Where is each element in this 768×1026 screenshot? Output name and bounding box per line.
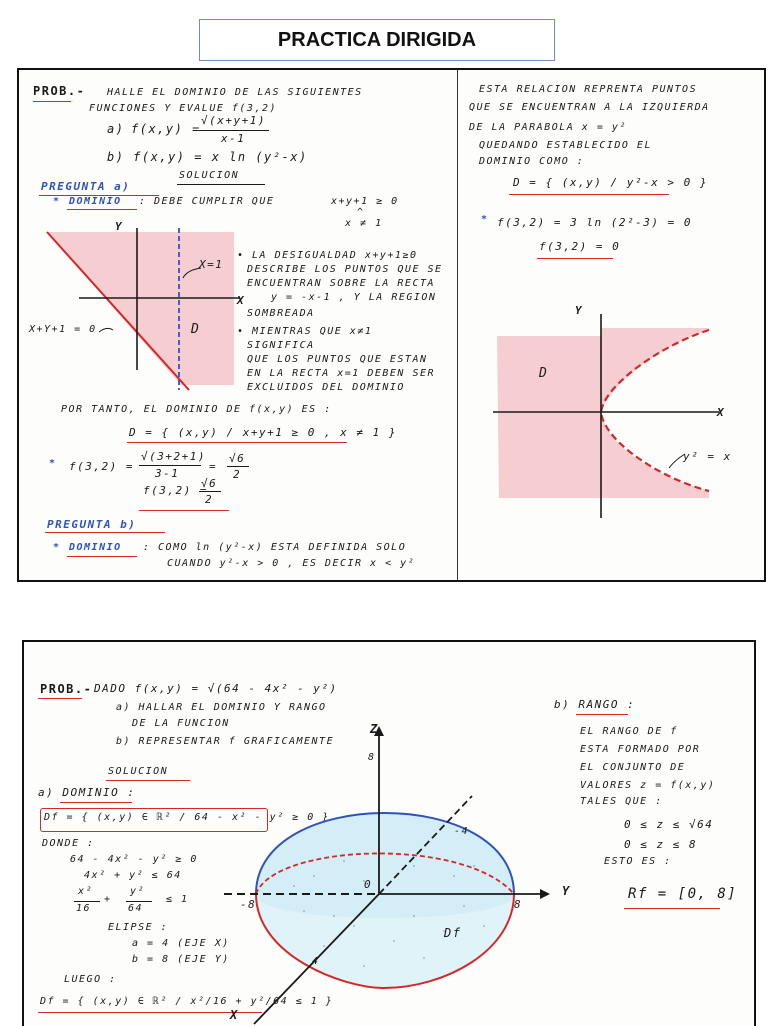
range-ineq-2: 0 ≤ z ≤ 8	[624, 838, 698, 851]
graph2-x-axis-label: X	[717, 406, 726, 419]
graph1-x-axis-label: X	[237, 294, 246, 307]
domain-b-set: D = { (x,y) / y²-x > 0 }	[513, 176, 708, 189]
prob2-item-a1: a) HALLAR EL DOMINIO Y RANGO	[116, 702, 327, 713]
ellipse-den-2: 64	[128, 903, 144, 914]
ineq-2: 4x² + y² ≤ 64	[84, 870, 182, 881]
line-label-arrow	[99, 328, 113, 332]
graph2-curve-label: y² = x	[683, 450, 732, 463]
note-line-3: ENCUENTRAN SOBRE LA RECTA	[247, 278, 436, 289]
prob2-item-b: b) REPRESENTAR f GRAFICAMENTE	[116, 736, 335, 747]
title-box	[199, 19, 555, 61]
semi-a: a = 4 (EJE X)	[132, 938, 230, 949]
rango-line-3: EL CONJUNTO DE	[580, 762, 686, 773]
domain-b-underline	[509, 194, 669, 195]
eval-a-denominator: 3-1	[155, 467, 180, 480]
note-line-8: QUE LOS PUNTOS QUE ESTAN	[247, 354, 428, 365]
shaded-region-a	[47, 232, 234, 385]
dominio-a-star-icon: *	[53, 196, 61, 207]
semi-b: b = 8 (EJE Y)	[132, 954, 230, 965]
solucion2-underline	[106, 780, 190, 781]
dominio2-label: a) DOMINIO :	[38, 786, 136, 799]
graph-hemisphere	[214, 726, 574, 1026]
prob2-label: PROB.-	[40, 682, 93, 696]
pregunta-b-heading: PREGUNTA b)	[47, 518, 137, 531]
eval-a-star-icon: *	[49, 458, 57, 469]
domain2-final: Df = { (x,y) ∈ ℝ² / x²/16 + y²/64 ≤ 1 }	[40, 996, 334, 1007]
ellipse-bar-1	[74, 901, 100, 902]
column-divider	[457, 70, 458, 580]
graph1-x1-label: X=1	[199, 258, 224, 271]
right-line-1: ESTA RELACION REPRENTA PUNTOS	[479, 84, 698, 95]
rango-label: b) RANGO :	[554, 698, 636, 711]
dominio-a-text: : DEBE CUMPLIR QUE	[139, 196, 275, 207]
item-a-denominator: x-1	[221, 132, 246, 145]
eval-a-final-num: √6	[201, 477, 218, 490]
item-a-lhs: f(x,y) =	[131, 122, 201, 136]
eval-a-final-lhs: f(3,2) =	[143, 484, 208, 497]
graph-x-neg-tick: -4	[454, 826, 470, 837]
item-a-numerator: √(x+y+1)	[201, 114, 266, 127]
range-set-underline	[624, 908, 720, 909]
pregunta-a-heading: PREGUNTA a)	[41, 180, 131, 193]
condition-2: x ≠ 1	[345, 218, 383, 229]
rango-line-5: TALES QUE :	[580, 796, 663, 807]
eval-a-final-bar	[199, 491, 221, 492]
eval-a-equals: =	[209, 460, 218, 473]
prob2-line-1: DADO f(x,y) = √(64 - 4x² - y²)	[94, 682, 338, 695]
luego-label: LUEGO :	[64, 974, 117, 985]
domain-a-underline	[127, 442, 347, 443]
graph1-line-label: X+Y+1 = 0	[29, 324, 97, 335]
rango-line-2: ESTA FORMADO POR	[580, 744, 701, 755]
condition-hat: ^	[357, 207, 365, 218]
note-line-2: DESCRIBE LOS PUNTOS QUE SE	[247, 264, 443, 275]
graph-y-pos-tick: 8	[514, 898, 523, 911]
item-a-prefix: a)	[107, 122, 125, 136]
rango-line-1: EL RANGO DE f	[580, 726, 678, 737]
note-line-5: SOMBREADA	[247, 308, 315, 319]
eval-a-result-num: √6	[229, 452, 246, 465]
dominio2-underline	[60, 802, 132, 803]
eval-a-result-den: 2	[233, 468, 242, 481]
elipse-label: ELIPSE :	[108, 922, 169, 933]
solucion2-heading: SOLUCION	[108, 766, 169, 777]
prob-line-1: HALLE EL DOMINIO DE LAS SIGUIENTES	[107, 87, 363, 98]
dominio-b-label: DOMINIO	[69, 542, 122, 553]
base-fill	[256, 873, 514, 988]
pregunta-b-underline	[45, 532, 165, 533]
dominio-b-star-icon: *	[53, 542, 61, 553]
ellipse-plus: +	[104, 894, 112, 905]
right-line-3: DE LA PARABOLA x = y²	[469, 122, 627, 133]
item-b: b) f(x,y) = x ln (y²-x)	[107, 150, 308, 164]
graph-domain-label: Df	[444, 926, 462, 940]
eval-a-result-bar	[227, 466, 249, 467]
eval-b-underline	[537, 258, 613, 259]
prob-underline	[33, 101, 71, 102]
ellipse-bar-2	[126, 901, 152, 902]
eval-b-line-1: f(3,2) = 3 ln (2²-3) = 0	[497, 216, 692, 229]
ineq-1: 64 - 4x² - y² ≥ 0	[70, 854, 198, 865]
graph-domain-b	[489, 306, 739, 526]
note-line-9: EN LA RECTA x=1 DEBEN SER	[247, 368, 436, 379]
dominio-a-label: DOMINIO	[69, 196, 122, 207]
y-axis-arrowhead	[540, 889, 550, 899]
graph-y-axis-label: Y	[562, 884, 571, 898]
dominio-b-line-2: CUANDO y²-x > 0 , ES DECIR x < y²	[167, 558, 416, 569]
range-ineq-1: 0 ≤ z ≤ √64	[624, 818, 714, 831]
graph-z-top-tick: 8	[368, 752, 376, 763]
item-a-fraction-bar	[199, 130, 269, 131]
graph-x-pos-tick: 4	[312, 956, 320, 967]
donde-label: DONDE :	[42, 838, 95, 849]
note-line-6: • MIENTRAS QUE x≠1	[237, 326, 373, 337]
shaded-region-b-top	[601, 328, 709, 412]
graph-z-axis-label: Z	[370, 722, 379, 736]
condition-1: x+y+1 ≥ 0	[331, 196, 399, 207]
note-line-7: SIGNIFICA	[247, 340, 315, 351]
right-line-4: QUEDANDO ESTABLECIDO EL	[479, 140, 652, 151]
worksheet-1	[17, 68, 766, 582]
por-tanto-text: POR TANTO, EL DOMINIO DE f(x,y) ES :	[61, 404, 332, 415]
domain2-set: Df = { (x,y) ∈ ℝ² / 64 - x² - y² ≥ 0 }	[44, 812, 330, 823]
graph-x-axis-label: X	[230, 1008, 239, 1022]
domain-a-set: D = { (x,y) / x+y+1 ≥ 0 , x ≠ 1 }	[129, 426, 398, 439]
note-line-10: EXCLUIDOS DEL DOMINIO	[247, 382, 405, 393]
ellipse-num-1: x²	[78, 886, 94, 897]
dominio-a-underline	[67, 209, 137, 210]
worksheet-2	[22, 640, 756, 1026]
graph2-y-axis-label: Y	[575, 304, 584, 317]
ellipse-den-1: 16	[76, 903, 92, 914]
dominio-b-underline	[67, 556, 137, 557]
graph-origin-label: 0	[364, 878, 373, 891]
prob2-item-a2: DE LA FUNCION	[132, 718, 230, 729]
ellipse-num-2: y²	[130, 886, 146, 897]
page-title: PRACTICA DIRIGIDA	[277, 28, 477, 51]
graph-y-neg-tick: -8	[240, 898, 257, 911]
prob2-underline	[38, 698, 82, 699]
ellipse-rhs: ≤ 1	[166, 894, 189, 905]
right-line-2: QUE SE ENCUENTRAN A LA IZQUIERDA	[469, 102, 710, 113]
eval-a-fraction-bar	[139, 465, 201, 466]
graph2-region-label: D	[539, 366, 549, 381]
right-line-5: DOMINIO COMO :	[479, 156, 585, 167]
dominio-b-line-1: : COMO ln (y²-x) ESTA DEFINIDA SOLO	[143, 542, 407, 553]
prob-label: PROB.-	[33, 84, 86, 98]
solucion-underline	[177, 184, 265, 185]
eval-a-numerator: √(3+2+1)	[141, 450, 206, 463]
esto-es-label: ESTO ES :	[604, 856, 672, 867]
eval-b-star-icon: *	[481, 214, 489, 225]
rango-underline	[576, 714, 628, 715]
solucion-heading: SOLUCION	[179, 170, 240, 181]
note-line-4: y = -x-1 , Y LA REGION	[271, 292, 437, 303]
eval-a-lhs: f(3,2) =	[69, 460, 134, 473]
eval-a-underline	[139, 510, 229, 511]
prob-line-2: FUNCIONES Y EVALUE f(3,2)	[89, 103, 278, 114]
note-line-1: • LA DESIGUALDAD x+y+1≥0	[237, 250, 418, 261]
graph-domain-a	[29, 220, 249, 400]
rango-line-4: VALORES z = f(x,y)	[580, 780, 716, 791]
range-set: Rf = [0, 8]	[628, 886, 738, 902]
graph1-y-axis-label: Y	[115, 220, 124, 233]
eval-a-final-den: 2	[205, 493, 214, 506]
graph1-region-label: D	[191, 322, 201, 337]
eval-b-line-2: f(3,2) = 0	[539, 240, 621, 253]
